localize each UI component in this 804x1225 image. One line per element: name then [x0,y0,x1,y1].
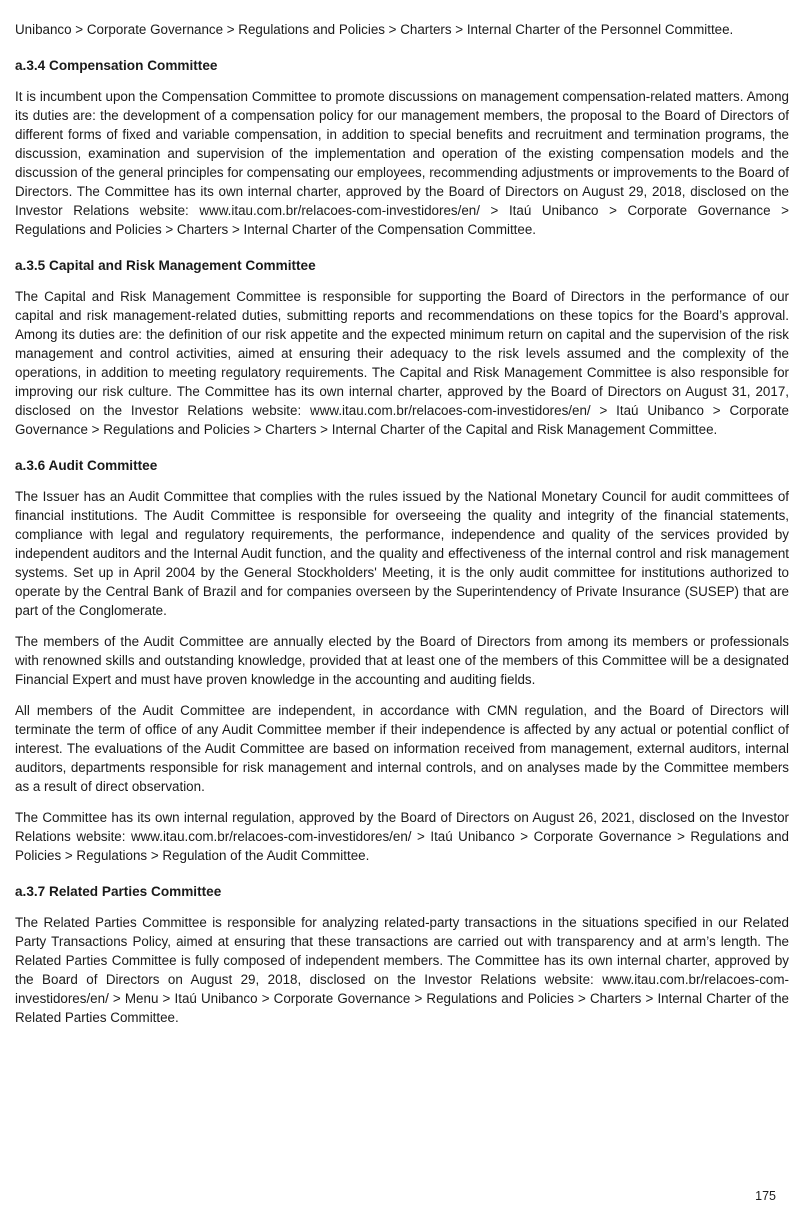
paragraph-audit-committee-overview: The Issuer has an Audit Committee that complies with the rules issued by the National Monetary Council for audit committees of financial institutions. The Audit Committee is responsible for overseeing the quality and integrity of the financial statements, compliance with legal and regulatory requirements, the performance, independence and quality of the services provided by independent auditors and the Internal Audit function, and the quality and effectiveness of the internal control and risk management systems. Set up in April 2004 by the General Stockholders' Meeting, it is the only audit committee for institutions authorized to operate by the Central Bank of Brazil and for companies overseen by the Superintendency of Private Insurance (SUSEP) that are part of the Conglomerate. [15,489,789,618]
section-heading-audit-committee: a.3.6 Audit Committee [15,458,158,473]
paragraph-audit-committee-independence: All members of the Audit Committee are independent, in accordance with CMN regulation, and the Board of Directors will terminate the term of office of any Audit Committee member if their independence is affected by any actual or potential conflict of interest. The evaluations of the Audit Committee are based on information received from management, external auditors, internal auditors, departments responsible for risk management and internal controls, and on analyses made by the Committee members as a result of direct observation. [15,703,789,794]
paragraph-audit-committee-regulation: The Committee has its own internal regulation, approved by the Board of Directors on August 26, 2021, disclosed on the Investor Relations website: www.itau.com.br/relacoes-com-investidores/en/ > Itaú Unibanco > Corporate Governance > Regulations and Policies > Regulations > Regulation of the Audit Committee. [15,810,789,863]
section-heading-compensation-committee: a.3.4 Compensation Committee [15,58,218,73]
paragraph-capital-risk-committee: The Capital and Risk Management Committee is responsible for supporting the Board of Directors in the performance of our capital and risk management-related duties, submitting reports and recommendations on these topics for the Board’s approval. Among its duties are: the definition of our risk appetite and the expected minimum return on capital and the supervision of the risk management and control activities, aimed at ensuring their adequacy to the risk levels assumed and the complexity of the operations, in addition to meeting regulatory requirements. The Capital and Risk Management Committee is also responsible for improving our risk culture. The Committee has its own internal charter, approved by the Board of Directors on August 31, 2017, disclosed on the Investor Relations website: www.itau.com.br/relacoes-com-investidores/en/ > Itaú Unibanco > Corporate Governance > Regulations and Policies > Charters > Internal Charter of the Capital and Risk Management Committee. [15,289,789,437]
paragraph-related-parties-committee: The Related Parties Committee is responsible for analyzing related-party transactions in the situations specified in our Related Party Transactions Policy, aimed at ensuring that these transactions are carried out with transparency and at arm’s length. The Related Parties Committee is fully composed of independent members. The Committee has its own internal charter, approved by the Board of Directors on August 29, 2018, disclosed on the Investor Relations website: www.itau.com.br/relacoes-com-investidores/en/ > Menu > Itaú Unibanco > Corporate Governance > Regulations and Policies > Charters > Internal Charter of the Related Parties Committee. [15,915,789,1025]
section-heading-capital-risk-committee: a.3.5 Capital and Risk Management Committee [15,258,316,273]
paragraph-breadcrumb-continuation: Unibanco > Corporate Governance > Regulations and Policies > Charters > Internal Charter of the Personnel Committee. [15,22,734,37]
paragraph-compensation-committee: It is incumbent upon the Compensation Committee to promote discussions on management compensation-related matters. Among its duties are: the development of a compensation policy for our management members, the proposal to the Board of Directors of different forms of fixed and variable compensation, in addition to special benefits and recruitment and termination programs, the discussion, examination and supervision of the implementation and operation of the existing compensation models and the discussion of the general principles for compensating our employees, recommending adjustments or improvements to the Board of Directors. The Committee has its own internal charter, approved by the Board of Directors on August 29, 2018, disclosed on the Investor Relations website: www.itau.com.br/relacoes-com-investidores/en/ > Itaú Unibanco > Corporate Governance > Regulations and Policies > Charters > Internal Charter of the Compensation Committee. [15,89,789,237]
section-heading-related-parties-committee: a.3.7 Related Parties Committee [15,884,222,899]
paragraph-audit-committee-members: The members of the Audit Committee are annually elected by the Board of Directors from among its members or professionals with renowned skills and outstanding knowledge, provided that at least one of the members of this Committee will be a designated Financial Expert and must have proven knowledge in the accounting and auditing fields. [15,634,789,687]
page-number: 175 [755,1189,776,1203]
